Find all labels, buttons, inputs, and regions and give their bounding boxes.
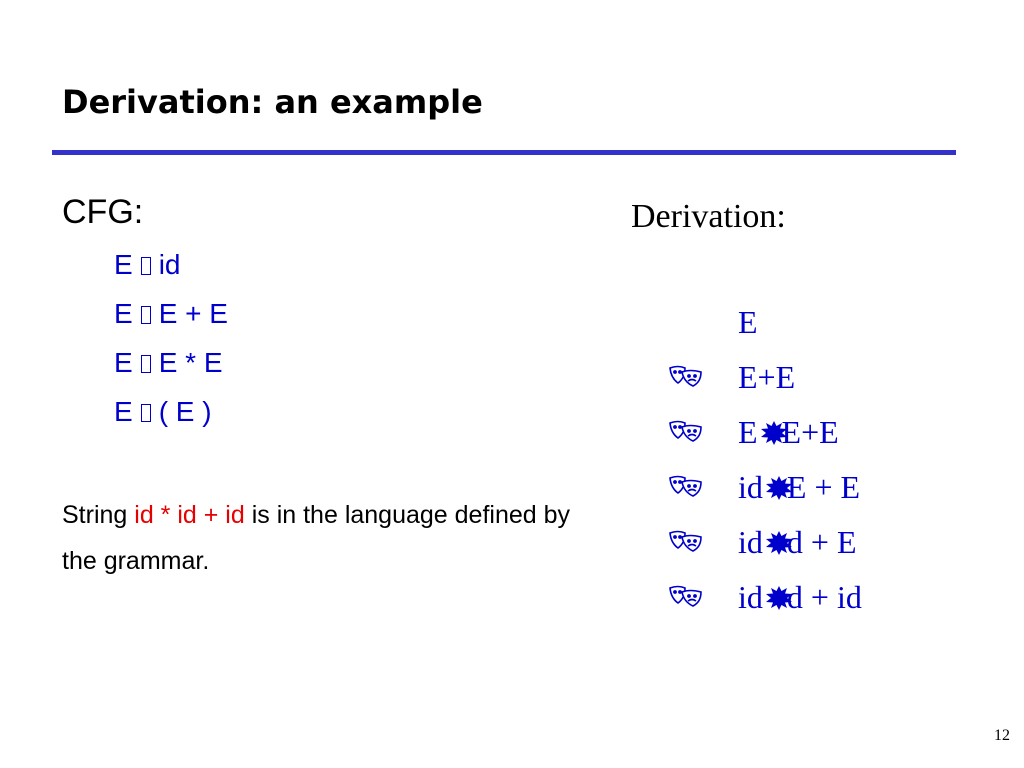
step-expression: E (738, 304, 758, 340)
example-sentence (62, 492, 582, 584)
slide-title: Derivation: an example (62, 83, 483, 121)
rule-rhs: ( E ) (158, 396, 212, 427)
sentence-suffix: is in the language defined by the grammar. (62, 501, 571, 575)
rule-rhs: id (158, 249, 181, 280)
step-expression (738, 405, 839, 459)
step-after: d + E (786, 524, 857, 560)
missing-arrow-glyph-icon (141, 306, 151, 324)
missing-arrow-glyph-icon (141, 257, 151, 275)
rule-lhs: E (114, 298, 133, 329)
step-expression (738, 350, 795, 404)
step-before: id (738, 469, 763, 505)
grammar-rule (114, 292, 228, 341)
rule-lhs: E (114, 347, 133, 378)
grammar-rule (114, 390, 228, 439)
rule-rhs: E * E (158, 347, 223, 378)
theater-masks-icon (668, 474, 704, 498)
step-after: E+E (781, 414, 839, 450)
rule-rhs: E + E (158, 298, 228, 329)
step-after: E + E (786, 469, 861, 505)
cfg-label: CFG: (62, 193, 144, 231)
theater-masks-icon (668, 529, 704, 553)
sentence-prefix: String (62, 501, 135, 529)
step-before: E (738, 414, 758, 450)
step-expression (738, 515, 856, 569)
page-number: 12 (994, 727, 1010, 744)
rule-lhs: E (114, 396, 133, 427)
step-before: E+E (738, 359, 796, 395)
step-before: id (738, 524, 763, 560)
grammar-rule (114, 341, 228, 390)
grammar-rule (114, 243, 228, 292)
step-expression (738, 460, 860, 514)
rule-lhs: E (114, 249, 133, 280)
theater-masks-icon (668, 419, 704, 443)
theater-masks-icon (668, 584, 704, 608)
theater-masks-icon (668, 364, 704, 388)
grammar-rules (114, 243, 228, 439)
sentence-highlight: id * id + id (134, 501, 245, 529)
missing-arrow-glyph-icon (141, 404, 151, 422)
missing-arrow-glyph-icon (141, 355, 151, 373)
step-expression (738, 570, 862, 624)
step-before: id (738, 579, 763, 615)
step-after: d + id (786, 579, 862, 615)
title-underline (52, 150, 956, 155)
derivation-label: Derivation: (631, 198, 786, 235)
